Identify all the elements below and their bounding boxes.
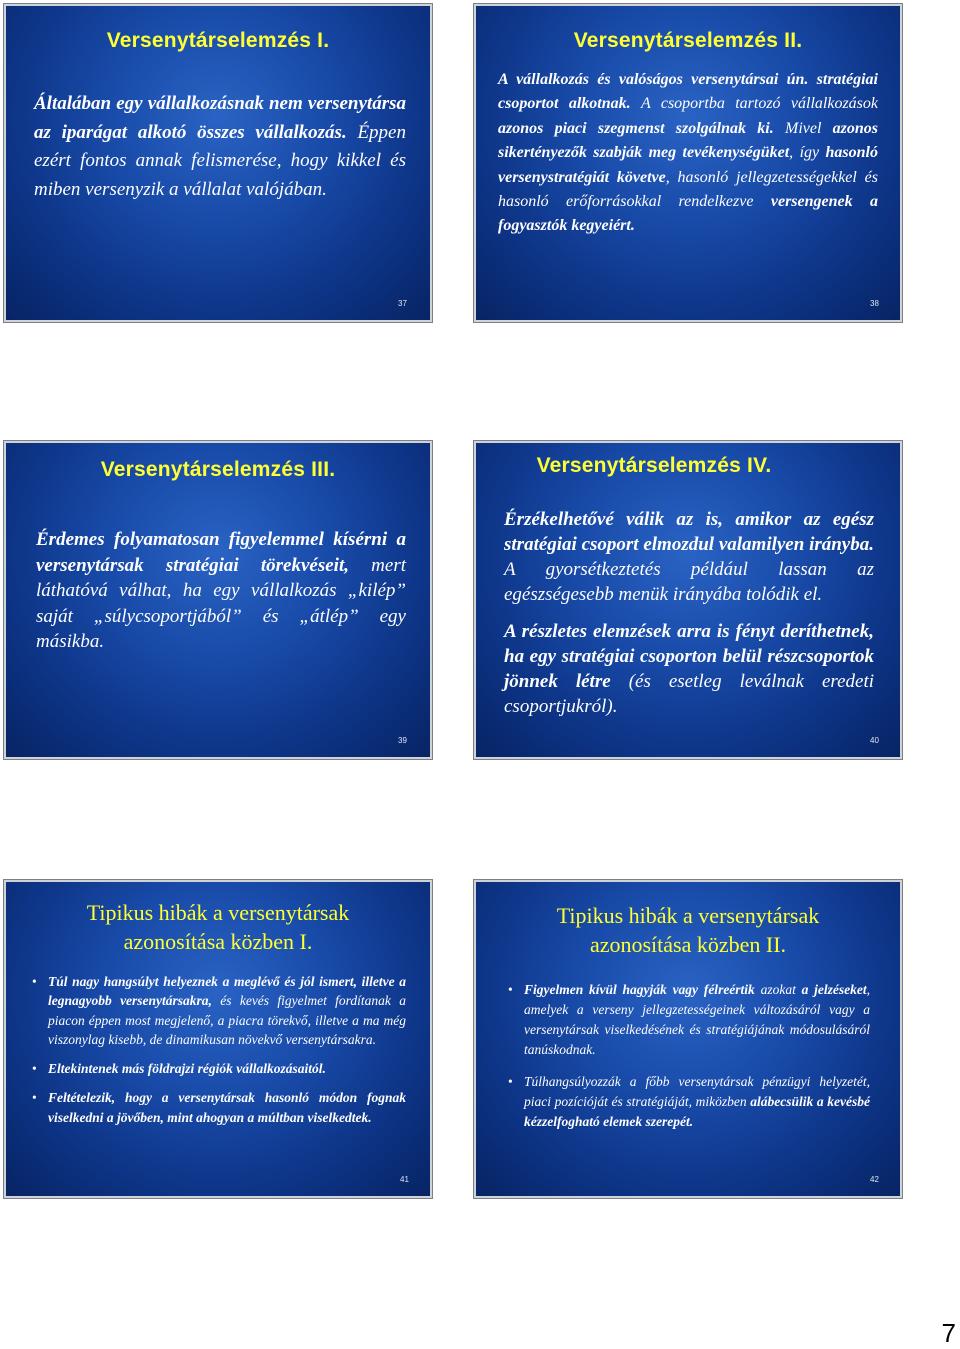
slide-title — [476, 901, 900, 959]
body-text: a jelzéseket — [801, 982, 867, 997]
body-text: Eltekintenek más földrajzi régiók vállalkozásaitól. — [48, 1061, 326, 1077]
title-line: Tipikus hibák a versenytársak — [556, 903, 820, 928]
bullet-list — [506, 980, 870, 1132]
body-text: versengenek a fogyasztók kegyeiért. — [498, 193, 879, 235]
slide-body — [36, 527, 406, 655]
bullet-icon: • — [508, 982, 513, 997]
slide-body — [504, 507, 874, 719]
slide-body — [34, 90, 406, 204]
slide-number: 39 — [398, 736, 407, 745]
slide-title — [6, 898, 430, 956]
slide-title: Versenytárselemzés I. — [106, 29, 330, 52]
bullet-icon: • — [508, 1074, 513, 1089]
bullet-list — [30, 972, 406, 1127]
slide-number: 40 — [870, 736, 879, 745]
body-text: Túlhangsúlyozzák a főbb versenytársak pénzügyi helyzetét, piaci pozícióját és stratégiáját, miközben — [524, 1074, 870, 1109]
list-item — [30, 1088, 406, 1127]
slide-number: 42 — [870, 1175, 879, 1184]
body-text: és kevés figyelmet fordítanak a piacon éppen most megjelenő, a piacra törekvő, illetve a ma még viszonylag kisebb, de dinamikusan növekvő versenytársakra. — [48, 993, 406, 1047]
bullet-icon: • — [32, 1061, 37, 1077]
body-text: azonos sikertényezők szabják meg tevékenységüket — [498, 119, 879, 162]
bullet-icon: • — [32, 1090, 37, 1106]
body-text: Általában egy vállalkozásnak nem versenytársa az iparágat alkotó összes vállalkozás. — [34, 93, 406, 143]
list-item — [506, 1072, 870, 1132]
body-text: Feltételezik, hogy a versenytársak hasonló módon fognak viselkedni a jövőben, mint ahogyan a múltban viselkedtek. — [48, 1090, 406, 1125]
body-text: , amelyek a verseny jellegzetességeinek változásáról vagy a versenytársak viselkedésének és stratégiájának módosulásáról tanúskodnak. — [524, 982, 871, 1057]
list-item — [506, 980, 870, 1060]
slide-number: 38 — [870, 299, 879, 308]
page-number: 7 — [941, 1318, 956, 1348]
body-text: , így — [789, 144, 820, 162]
slide-number: 41 — [400, 1175, 409, 1184]
body-text: azokat — [760, 982, 796, 997]
title-line: azonosítása közben I. — [123, 929, 313, 954]
body-text: A csoportba tartozó vállalkozások — [640, 95, 879, 113]
list-item — [30, 1059, 406, 1078]
body-text: hasonló versenystratégiát követve — [498, 144, 878, 186]
bullet-icon: • — [32, 974, 37, 989]
slide-body — [506, 980, 870, 1142]
body-text: mert láthatóvá válhat, ha egy vállalkozás „kilép” saját „súlycsoportjából” és „átlép” egy másikba. — [36, 554, 406, 652]
body-text: Éppen ezért fontos annak felismerése, hogy kikkel és miben versenyzik a vállalat valójában. — [34, 121, 406, 200]
slide-title: Versenytárselemzés II. — [573, 29, 803, 52]
list-item — [30, 972, 406, 1049]
body-text: , hasonló jellegzetességekkel és hasonló erőforrásokkal rendelkezve — [498, 168, 878, 211]
slide-40 — [474, 441, 902, 759]
title-line: azonosítása közben II. — [589, 932, 787, 957]
slide-42 — [474, 880, 902, 1198]
slide-39 — [4, 441, 432, 759]
body-text: (és esetleg leválnak eredeti csoportjukról). — [504, 671, 875, 717]
slide-37 — [4, 4, 432, 322]
body-text: A gyorsétkeztetés például lassan az egészségesebb menük irányába tolódik el. — [504, 559, 874, 605]
body-text: Érzékelhetővé válik az is, amikor az egész stratégiai csoport elmozdul valamilyen irányba. — [504, 509, 874, 555]
body-text: Túl nagy hangsúlyt helyeznek a meglévő és jól ismert, illetve a legnagyobb versenytársakra, — [48, 974, 406, 1009]
body-text: Érdemes folyamatosan figyelemmel kísérni a versenytársak stratégiai törekvéseit, — [36, 529, 406, 576]
body-text: Figyelmen kívül hagyják vagy félreértik — [524, 982, 755, 997]
slide-title: Versenytárselemzés IV. — [536, 454, 772, 477]
body-text: A részletes elemzések arra is fényt deríthetnek, ha egy stratégiai csoporton belül részcsoportok jönnek létre — [504, 621, 874, 692]
slide-number: 37 — [398, 299, 407, 308]
title-line: Tipikus hibák a versenytársak — [86, 900, 350, 925]
slide-41 — [4, 880, 432, 1198]
body-text: azonos piaci szegmenst szolgálnak ki. — [498, 119, 774, 137]
slide-38 — [474, 4, 902, 322]
body-text: Mivel — [784, 119, 822, 137]
body-text: alábecsülik a kevésbé kézzelfogható elemek szerepét. — [524, 1094, 870, 1129]
slide-body — [498, 68, 878, 239]
body-text: A vállalkozás és valóságos versenytársai ún. stratégiai csoportot alkotnak. — [498, 71, 878, 113]
slide-body — [30, 972, 406, 1137]
slide-title: Versenytárselemzés III. — [100, 458, 336, 481]
